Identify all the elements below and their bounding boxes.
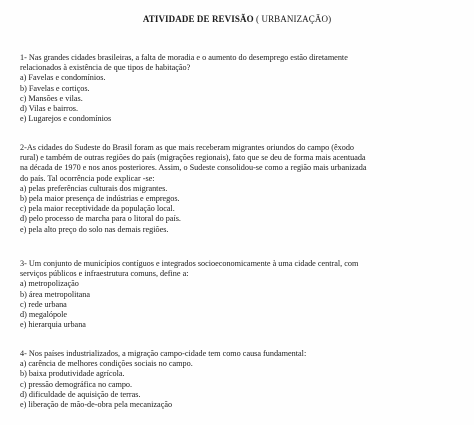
question-2-option-b: b) pela maior presença de indústrias e empregos. [20,194,180,204]
question-4-option-c: c) pressão demográfica no campo. [20,379,133,389]
question-3-option-c: c) rede urbana [20,299,67,309]
question-1-option-e: e) Lugarejos e condomínios [20,114,112,124]
question-3-line: serviços públicos e infraestrutura comuns, define a: [20,269,189,279]
question-2-option-d: d) pelo processo de marcha para o litoral do país. [20,214,181,224]
question-2-line: na década de 1970 e nos anos posteriores. Assim, o Sudeste consolidou-se como a região mais urbanizada [20,163,367,173]
question-3-option-a: a) metropolização [20,279,79,289]
question-2-option-e: e) pela alto preço do solo nas demais regiões. [20,224,169,234]
question-1-line: relacionados à existência de que tipos de habitação? [20,63,191,73]
title-topic: ( URBANIZAÇÃO) [256,14,332,24]
question-1-option-a: a) Favelas e condomínios. [20,73,106,83]
question-4-option-e: e) liberação de mão-de-obra pela mecanização [20,400,173,410]
question-4 [20,349,460,410]
question-1-option-b: b) Favelas e cortiços. [20,83,90,93]
question-3-option-e: e) hierarquia urbana [20,320,86,330]
question-1-option-c: c) Mansões e vilas. [20,93,83,103]
question-3-option-d: d) megalópole [20,310,68,320]
question-4-line: 4- Nos países industrializados, a migração campo-cidade tem como causa fundamental: [20,349,307,358]
question-2 [20,143,460,235]
question-2-line: 2-As cidades do Sudeste do Brasil foram as que mais receberam migrantes oriundos do campo (êxodo [20,143,355,152]
question-4-option-b: b) baixa produtividade agrícola. [20,369,125,379]
question-2-option-c: c) pela maior receptividade da população local. [20,204,175,214]
question-1 [20,53,460,124]
title-main: ATIVIDADE DE REVISÃO [142,14,254,24]
question-2-line: rural) e também de outras regiões do país (migrações regionais), fato que se deu de forma mais acentuada [20,153,366,163]
question-3-option-b: b) área metropolitana [20,289,91,299]
question-2-option-a: a) pelas preferências culturais dos migrantes. [20,183,168,193]
question-1-line: 1- Nas grandes cidades brasileiras, a falta de moradia e o aumento do desemprego estão diretamente [20,53,348,62]
question-3-line: 3- Um conjunto de municípios contíguos e integrados socioeconomicamente à uma cidade central, com [20,259,359,268]
question-1-option-d: d) Vilas e bairros. [20,104,79,114]
question-3 [20,259,460,330]
question-4-option-a: a) carência de melhores condições sociais no campo. [20,359,193,369]
question-4-option-d: d) dificuldade de aquisição de terras. [20,389,141,399]
question-2-line: do país. Tal ocorrência pode explicar -se: [20,173,155,183]
worksheet-title [0,14,474,24]
